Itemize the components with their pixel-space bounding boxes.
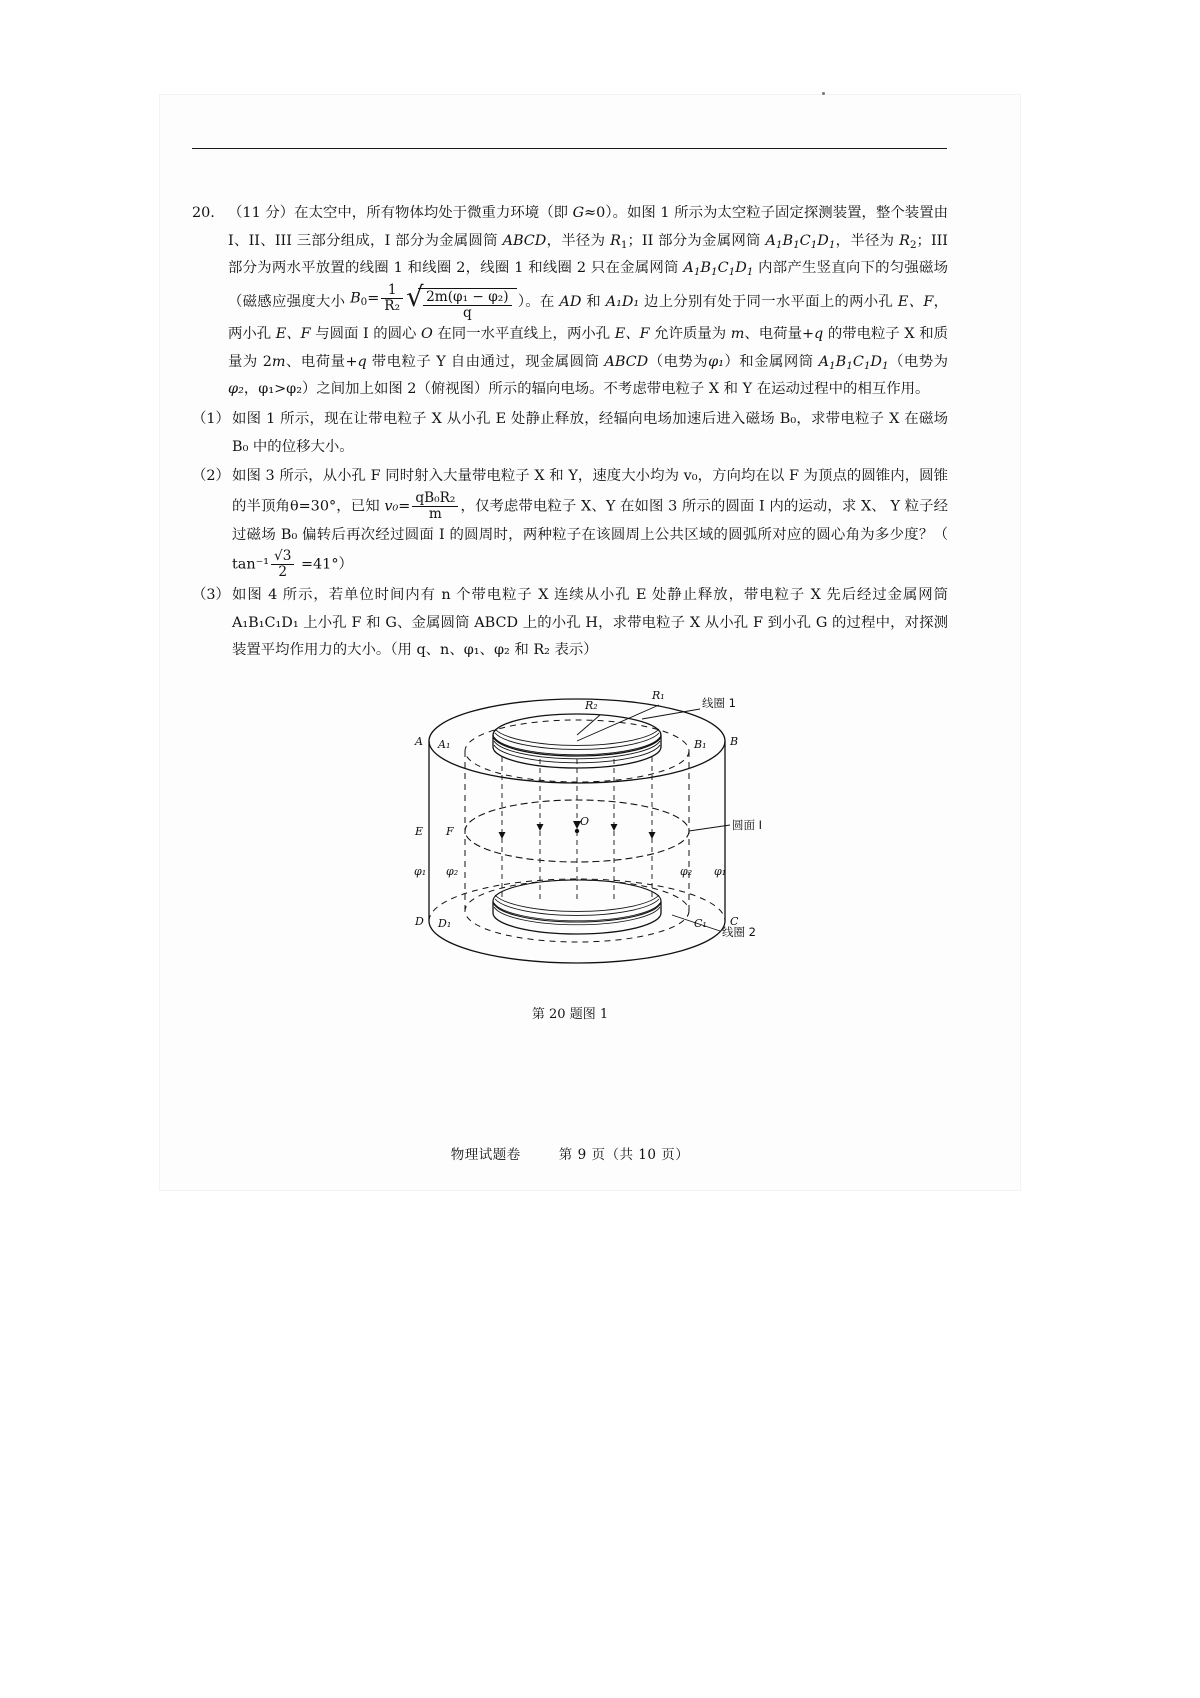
stem-text-16: 的带电粒子 X 和质量为 2 [228, 326, 948, 370]
stem-text-8: ）。在 [517, 294, 560, 311]
stem-text-15: 、电荷量+ [744, 326, 815, 342]
figure-caption: 第 20 题图 1 [531, 1006, 609, 1022]
stem-text-1: 在太空中，所有物体均处于微重力环境（即 [294, 205, 573, 221]
label-R1: R₁ [652, 688, 665, 702]
label-phi2-left: φ₂ [446, 864, 459, 878]
sub-question-3 [192, 582, 948, 665]
stem-text-10: 边上分别有处于同一水平面上的两小孔 [639, 294, 898, 311]
stem-text-20: ）和金属网筒 [723, 353, 819, 370]
stem-text-3: ，半径为 [546, 232, 611, 249]
symbol-G: G [572, 205, 585, 221]
sub-question-1 [192, 406, 948, 461]
symbol-R2: R [899, 232, 910, 249]
header-rule [192, 148, 947, 149]
label-C: C [730, 914, 739, 928]
stem-text-6: ；III 部分为两水平放置的线圈 1 和线圈 2，线圈 1 和线圈 2 只在金属网筒 [228, 232, 948, 277]
page-footer [192, 1143, 948, 1163]
formula-tan-lhs: tan⁻¹ [232, 556, 269, 573]
symbol-AD: AD [559, 294, 582, 311]
label-O: O [580, 814, 590, 828]
stem-text-12: 与圆面 I 的圆心 [310, 326, 422, 342]
sub2-text-b: ，仅考虑带电粒子 X、Y 在如图 3 所示的圆面 I 内的运动，求 X、 Y 粒子经过磁场 B₀ 偏转后再次经过圆面 I 的圆周时，两种粒子在该圆周上公共区域的圆弧所对应的圆心角为多少度？（ [232, 498, 948, 543]
stem-text-22: ，φ₁>φ₂）之间加上如图 2（俯视图）所示的辐向电场。不考虑带电粒子 X 和 Y 在运动过程中的相互作用。 [243, 381, 930, 398]
stem-text-21: （电势为 [888, 353, 948, 370]
symbol-R1: R [610, 232, 621, 249]
label-B1: B₁ [694, 737, 707, 751]
stem-text-2: ≈0）。如图 1 所示为太空粒子固定探测装置，整个装置由I、II、III 三部分组成，I 部分为金属圆筒 [228, 205, 949, 249]
symbol-A1B1C1D1-3: $A_1B_1C_1D_1$ [818, 353, 889, 372]
figure-20-1 [192, 679, 948, 1039]
symbol-A1B1C1D1-2: $A_1B_1C_1D_1$ [683, 260, 754, 279]
formula-v0-lhs: v₀= [384, 498, 411, 515]
symbol-R2-sub: 2 [909, 238, 917, 251]
sub-question-1-label: （1） [192, 411, 230, 428]
formula-B0-fraction: $\frac{1}{\text{R₂}}$ [381, 283, 403, 314]
sub2-text-a: 如图 3 所示，从小孔 F 同时射入大量带电粒子 X 和 Y，速度大小均为 v₀，方向均在以 F 为顶点的圆锥内，圆锥的半顶角θ=30°，已知 [232, 468, 948, 515]
stem-text-9: 和 [581, 294, 606, 311]
stem-text-4: ；II 部分为金属网筒 [627, 232, 766, 249]
footer-subject: 物理试题卷 [450, 1147, 521, 1163]
stem-text-18: 带电粒子 Y 自由通过，现金属圆筒 [366, 353, 605, 370]
sub-question-2-label: （2） [192, 468, 230, 485]
symbol-q-2: q [357, 353, 367, 370]
apparatus-diagram [342, 679, 812, 1009]
symbol-ABCD-2: ABCD [604, 353, 649, 370]
symbol-EF-3: E、F [614, 326, 650, 342]
question-20 [192, 200, 948, 404]
formula-v0 [384, 491, 460, 522]
stem-text-14: 允许质量为 [649, 326, 731, 342]
stem-text-19: （电势为 [648, 353, 709, 370]
label-C1: C₁ [694, 916, 707, 930]
sub-question-3-label: （3） [192, 586, 230, 603]
label-coil-1: 线圈 1 [702, 695, 736, 710]
label-E: E [415, 824, 424, 838]
stem-text-11: ，两小孔 [228, 294, 948, 342]
formula-v0-fraction: $\frac{\text{qB₀R₂}}{m}$ [412, 491, 458, 522]
question-stem [228, 200, 948, 404]
stem-text-13: 在同一水平直线上，两小孔 [432, 326, 615, 342]
label-A1: A₁ [438, 737, 451, 751]
label-D1: D₁ [438, 916, 452, 930]
label-coil-2: 线圈 2 [722, 924, 756, 939]
footer-pagination: 第 9 页（共 10 页） [558, 1147, 690, 1163]
symbol-A1D1: A₁D₁ [605, 294, 640, 311]
symbol-ABCD: ABCD [502, 232, 547, 249]
formula-B0: $B_0=$ $\frac{1}{\text{R₂}}$ √ $\frac{\text{2m(φ₁ − φ₂)}}{q}$ [350, 283, 518, 321]
symbol-phi1: φ₁ [708, 353, 724, 370]
scan-speck [822, 92, 825, 95]
sub-question-3-text: 如图 4 所示，若单位时间内有 n 个带电粒子 X 连续从小孔 E 处静止释放，带电粒子 X 先后经过金属网筒 A₁B₁C₁D₁ 上小孔 F 和 G、金属圆筒 ABCD 上的小孔 H，求带电粒子 X 从小孔 F 到小孔 G 的过程中，对探测装置平均作用力的大小。（用 q、n、φ₁、φ₂ 和 R₂ 表示） [232, 586, 948, 659]
label-R2: R₂ [585, 698, 598, 712]
score-note: （11 分） [228, 205, 295, 221]
label-phi1-right: φ₁ [714, 864, 727, 878]
label-B: B [730, 734, 739, 748]
formula-B0-symbol: B [350, 290, 361, 307]
formula-tan-fraction: $\frac{√3}{2}$ [271, 549, 294, 580]
label-circle-plane: 圆面 I [732, 817, 763, 832]
stem-text-5: ，半径为 [835, 232, 900, 249]
label-A: A [415, 734, 423, 748]
symbol-m-2: m [271, 353, 286, 370]
symbol-EF-2: E、F [275, 326, 311, 342]
stem-text-17: 、电荷量+ [285, 353, 358, 370]
symbol-A1B1C1D1: $A_1B_1C_1D_1$ [765, 232, 836, 251]
question-number: 20. [192, 205, 215, 221]
symbol-R1-sub: 1 [620, 238, 628, 251]
label-phi2-right: φ₂ [680, 864, 693, 878]
symbol-m: m [730, 326, 745, 342]
symbol-phi2: φ₂ [228, 381, 244, 398]
label-phi1-left: φ₁ [414, 864, 427, 878]
sub-question-2-text [232, 463, 948, 579]
formula-tan [232, 549, 296, 580]
sub2-text-c: =41°） [296, 556, 353, 573]
formula-B0-radical: √ $\frac{\text{2m(φ₁ − φ₂)}}{q}$ [406, 288, 517, 321]
symbol-O: O [421, 326, 433, 342]
label-F: F [446, 824, 454, 838]
stem-text-7: 内部产生竖直向下的匀强磁场（磁感应强度大小 [228, 260, 948, 311]
sub-question-2 [192, 463, 948, 579]
symbol-q: q [814, 326, 824, 342]
symbol-EF: E、F [897, 294, 934, 311]
label-D: D [415, 914, 424, 928]
sub-question-1-text: 如图 1 所示，现在让带电粒子 X 从小孔 E 处静止释放，经辐向电场加速后进入磁场 B₀，求带电粒子 X 在磁场 B₀ 中的位移大小。 [232, 411, 948, 455]
question-content [192, 200, 948, 1039]
